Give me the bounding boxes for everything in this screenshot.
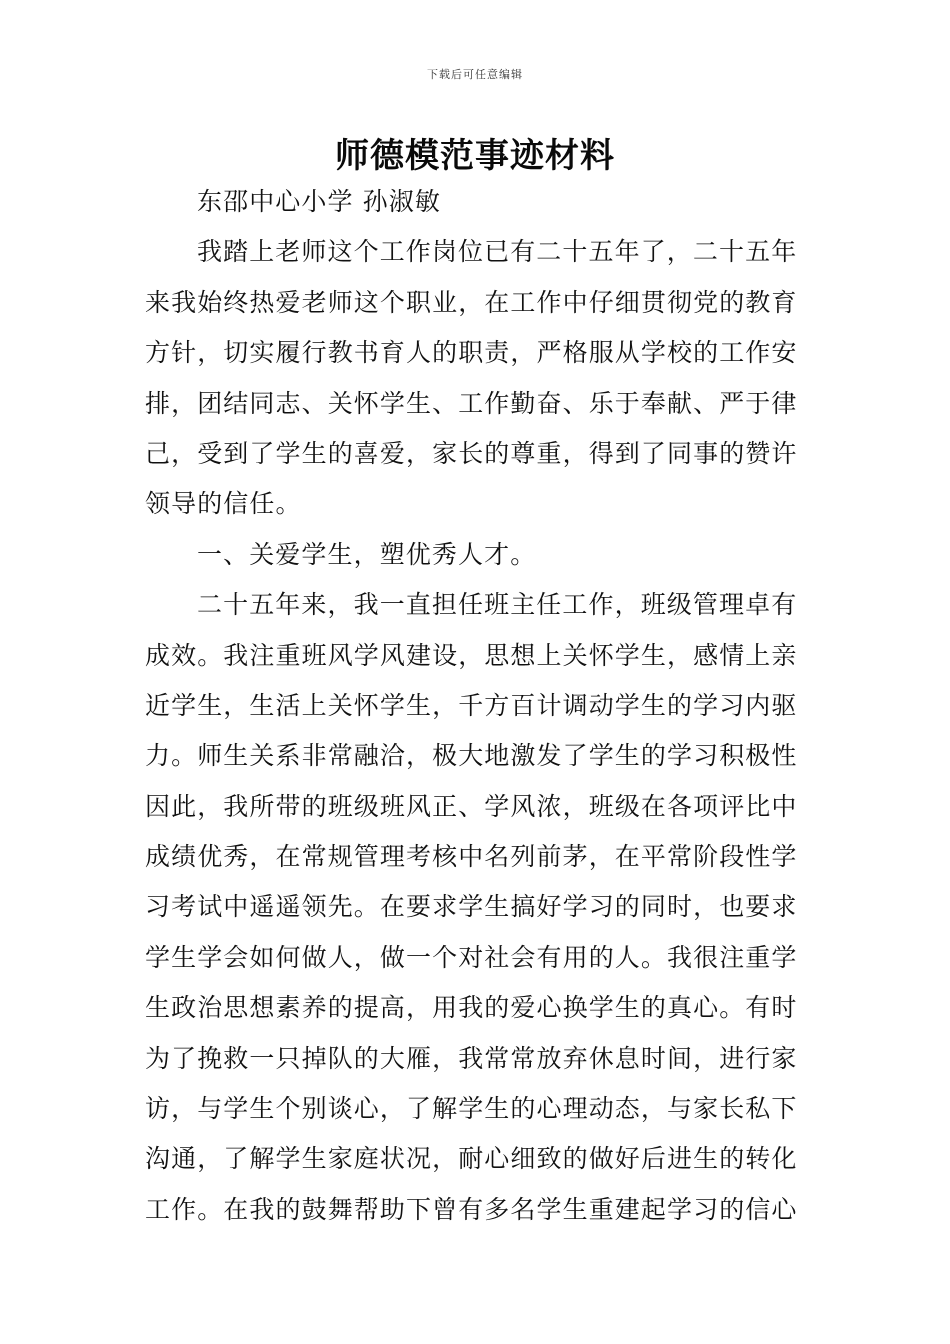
body-line: 近学生，生活上关怀学生，千方百计调动学生的学习内驱 bbox=[145, 690, 798, 720]
body-line: 工作。在我的鼓舞帮助下曾有多名学生重建起学习的信心 bbox=[145, 1194, 798, 1224]
body-line: 领导的信任。 bbox=[145, 489, 302, 519]
body-line: 沟通，了解学生家庭状况，耐心细致的做好后进生的转化 bbox=[145, 1144, 798, 1174]
body-line: 习考试中遥遥领先。在要求学生搞好学习的同时，也要求 bbox=[145, 892, 798, 922]
body-line: 生政治思想素养的提高，用我的爱心换学生的真心。有时 bbox=[145, 993, 798, 1023]
body-line: 二十五年来，我一直担任班主任工作，班级管理卓有 bbox=[197, 590, 798, 620]
body-line: 因此，我所带的班级班风正、学风浓，班级在各项评比中 bbox=[145, 791, 798, 821]
body-line: 成效。我注重班风学风建设，思想上关怀学生，感情上亲 bbox=[145, 640, 798, 670]
body-line: 来我始终热爱老师这个职业，在工作中仔细贯彻党的教育 bbox=[145, 287, 798, 317]
body-line: 己，受到了学生的喜爱，家长的尊重，得到了同事的赞许 bbox=[145, 438, 798, 468]
header-note: 下载后可任意编辑 bbox=[427, 68, 523, 81]
body-line: 排，团结同志、关怀学生、工作勤奋、乐于奉献、严于律 bbox=[145, 388, 798, 418]
body-line: 为了挽救一只掉队的大雁，我常常放弃休息时间，进行家 bbox=[145, 1043, 798, 1073]
body-line: 方针，切实履行教书育人的职责，严格服从学校的工作安 bbox=[145, 338, 798, 368]
body-line: 力。师生关系非常融洽，极大地激发了学生的学习积极性 bbox=[145, 741, 798, 771]
body-line: 成绩优秀，在常规管理考核中名列前茅，在平常阶段性学 bbox=[145, 842, 798, 872]
document-title: 师德模范事迹材料 bbox=[335, 136, 615, 176]
body-line: 访，与学生个别谈心，了解学生的心理动态，与家长私下 bbox=[145, 1094, 798, 1124]
author-line: 东邵中心小学 孙淑敏 bbox=[197, 187, 441, 216]
section-heading: 一、关爱学生，塑优秀人才。 bbox=[197, 539, 537, 569]
document-body bbox=[145, 182, 807, 1240]
body-line: 我踏上老师这个工作岗位已有二十五年了，二十五年 bbox=[197, 237, 798, 267]
body-line: 学生学会如何做人，做一个对社会有用的人。我很注重学 bbox=[145, 942, 798, 972]
